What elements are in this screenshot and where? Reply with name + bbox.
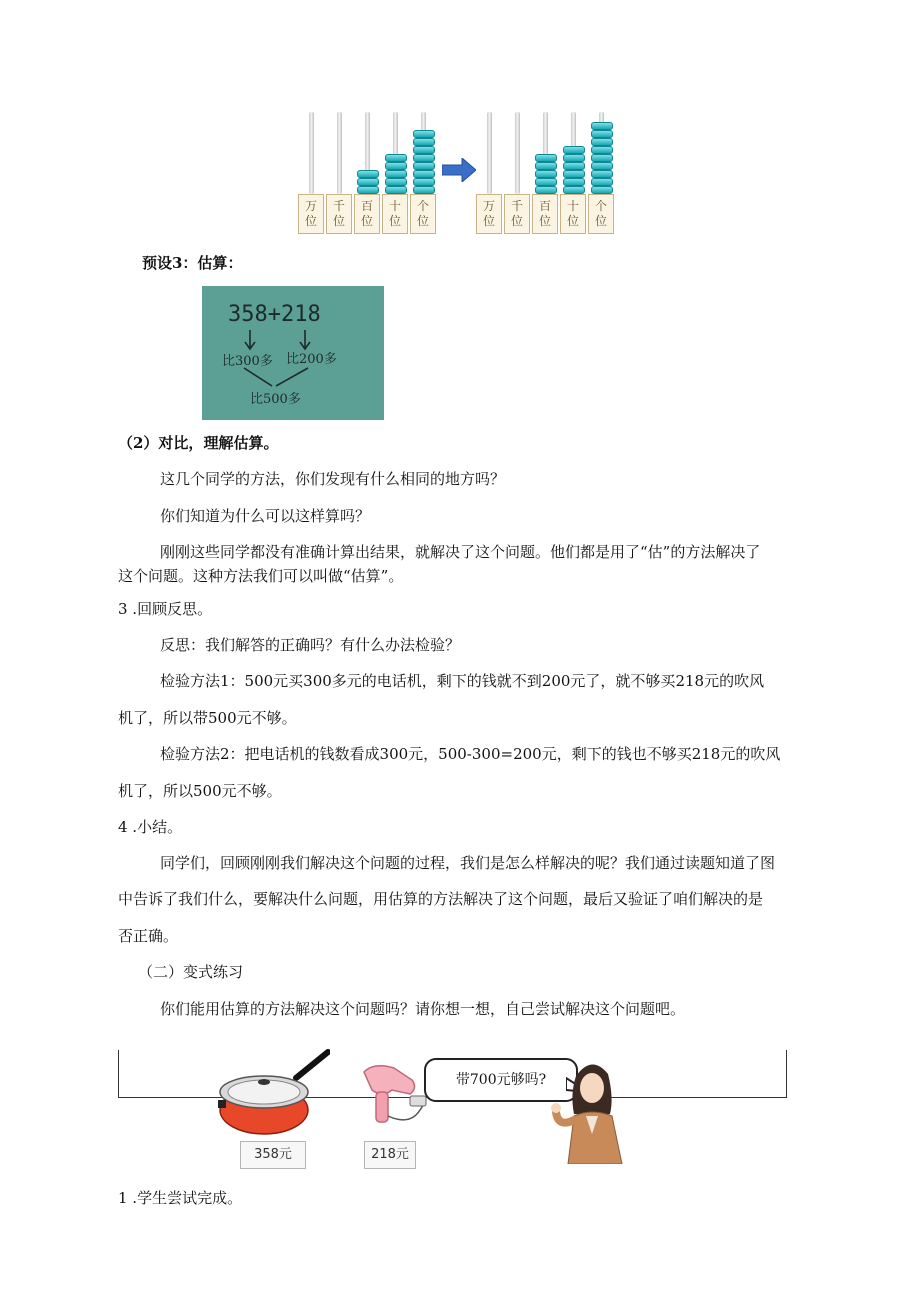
paragraph-line: 你们能用估算的方法解决这个问题吗？请你想一想，自己尝试解决这个问题吧。 [160, 1000, 686, 1018]
abacus-bead [357, 178, 379, 186]
heading-preset-3: 预设3：估算： [142, 254, 243, 272]
place-label-shi: 十 位 [382, 194, 408, 234]
section-review: 3 .回顾反思。 [118, 600, 213, 618]
abacus-rod [515, 112, 520, 194]
abacus-bead [385, 178, 407, 186]
abacus-after [476, 112, 616, 236]
paragraph-line: 检验方法2：把电话机的钱数看成300元，500-300=200元，剩下的钱也不够买218元的吹风 [160, 745, 781, 763]
abacus-bead [563, 178, 585, 186]
place-label-ge: 个 位 [410, 194, 436, 234]
abacus-rod [487, 112, 492, 194]
chalk-left-note: 比300多 [222, 354, 273, 369]
section-compare: （2）对比，理解估算。 [118, 434, 279, 452]
paragraph-line: 你们知道为什么可以这样算吗？ [160, 507, 371, 525]
abacus-bead [413, 154, 435, 162]
abacus-bead [357, 186, 379, 194]
chalk-bottom-note: 比500多 [250, 392, 301, 407]
abacus-bead [413, 138, 435, 146]
dryer-price-tag: 218元 [364, 1141, 416, 1169]
abacus-bead [591, 186, 613, 194]
abacus-bead [563, 170, 585, 178]
abacus-bead [413, 186, 435, 194]
frying-pot-icon [218, 1048, 330, 1140]
paragraph-line: 机了，所以带500元不够。 [118, 709, 297, 727]
abacus-bead [591, 162, 613, 170]
paragraph-line: 这个问题。这种方法我们可以叫做“估算”。 [118, 567, 404, 585]
paragraph-line: 中告诉了我们什么，要解决什么问题，用估算的方法解决了这个问题，最后又验证了咱们解决的是 [118, 890, 764, 908]
hair-dryer-icon [354, 1060, 434, 1130]
abacus-bead [591, 170, 613, 178]
place-label-bai: 百 位 [532, 194, 558, 234]
abacus-bead [385, 186, 407, 194]
place-label-ge: 个 位 [588, 194, 614, 234]
abacus-bead [535, 170, 557, 178]
section-summary: 4 .小结。 [118, 818, 183, 836]
abacus-bead [563, 162, 585, 170]
place-label-bai: 百 位 [354, 194, 380, 234]
place-label-qian: 千 位 [504, 194, 530, 234]
abacus-bead [357, 170, 379, 178]
scene-frame-left [118, 1050, 119, 1098]
abacus-bead [591, 130, 613, 138]
abacus-bead [591, 178, 613, 186]
abacus-bead [413, 178, 435, 186]
chalk-right-note: 比200多 [286, 352, 337, 367]
place-label-wan: 万 位 [476, 194, 502, 234]
abacus-bead [591, 154, 613, 162]
paragraph-line: 机了，所以500元不够。 [118, 782, 282, 800]
chalk-expression: 358+218 [228, 302, 321, 327]
abacus-rod [309, 112, 314, 194]
place-label-shi: 十 位 [560, 194, 586, 234]
paragraph-line: 这几个同学的方法，你们发现有什么相同的地方吗？ [160, 470, 506, 488]
abacus-bead [535, 178, 557, 186]
section-variant-practice: （二）变式练习 [138, 963, 244, 981]
paragraph-line: 刚刚这些同学都没有准确计算出结果，就解决了这个问题。他们都是用了“估”的方法解决了 [160, 543, 761, 561]
abacus-bead [563, 186, 585, 194]
teacher-icon [546, 1054, 638, 1164]
abacus-rod [337, 112, 342, 194]
abacus-bead [413, 130, 435, 138]
paragraph-line: 检验方法1：500元买300多元的电话机，剩下的钱就不到200元了，就不够买218元的吹风 [160, 672, 765, 690]
scene-frame-right [786, 1050, 787, 1098]
speech-bubble: 带700元够吗? [424, 1058, 578, 1102]
abacus-bead [535, 186, 557, 194]
abacus-bead [535, 154, 557, 162]
abacus-bead [385, 162, 407, 170]
estimation-chalkboard [202, 286, 384, 420]
section-student-try: 1 .学生尝试完成。 [118, 1189, 243, 1207]
abacus-bead [385, 170, 407, 178]
abacus-bead [413, 170, 435, 178]
abacus-bead [413, 146, 435, 154]
right-arrow-icon [442, 158, 476, 182]
abacus-bead [563, 154, 585, 162]
place-label-wan: 万 位 [298, 194, 324, 234]
abacus-bead [591, 122, 613, 130]
abacus-bead [535, 162, 557, 170]
pot-price-tag: 358元 [240, 1141, 306, 1169]
abacus-bead [591, 146, 613, 154]
place-label-qian: 千 位 [326, 194, 352, 234]
abacus-bead [563, 146, 585, 154]
abacus-bead [385, 154, 407, 162]
abacus-before [296, 112, 440, 236]
paragraph-line: 反思：我们解答的正确吗？有什么办法检验？ [160, 636, 461, 654]
abacus-bead [591, 138, 613, 146]
paragraph-line: 否正确。 [118, 927, 179, 945]
abacus-bead [413, 162, 435, 170]
paragraph-line: 同学们，回顾刚刚我们解决这个问题的过程，我们是怎么样解决的呢？我们通过读题知道了图 [160, 854, 776, 872]
